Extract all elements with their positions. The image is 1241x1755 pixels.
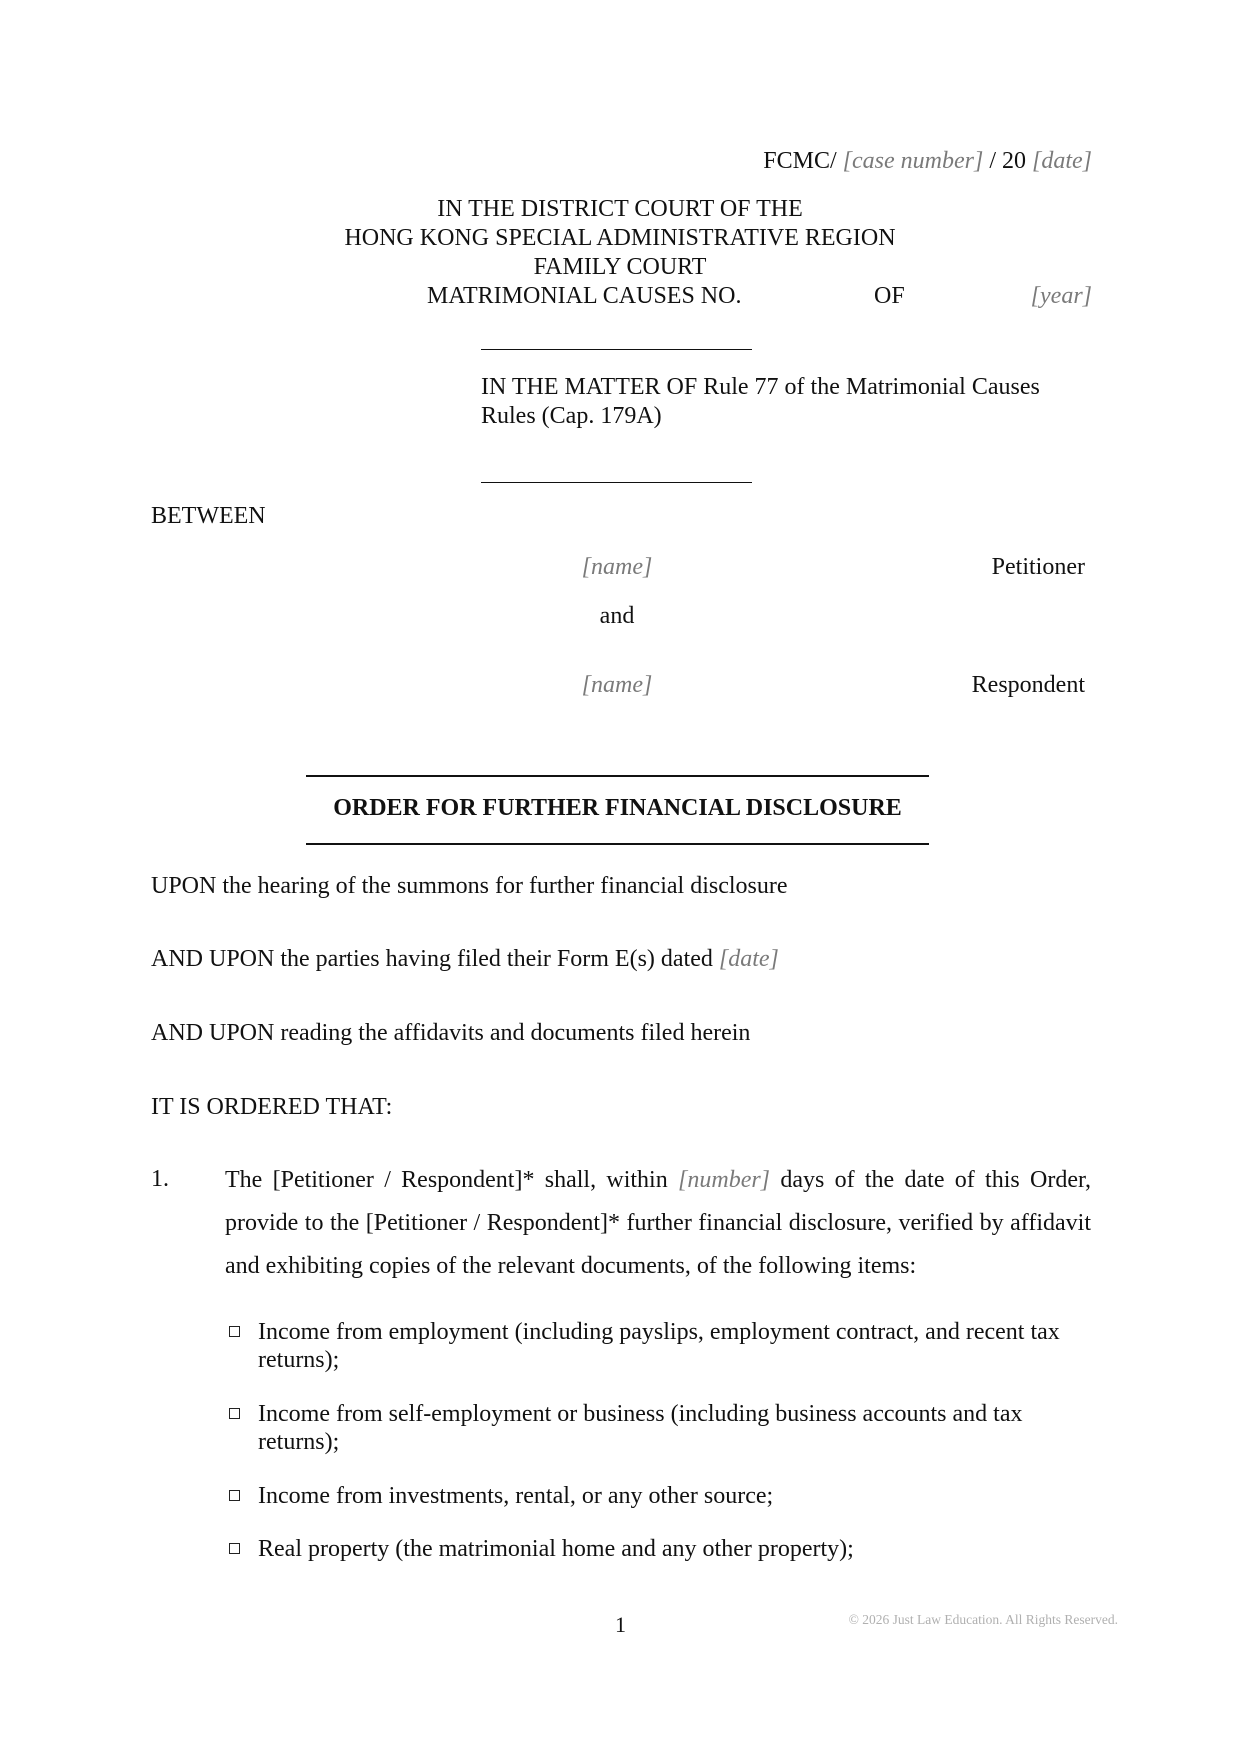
case-reference	[763, 148, 1092, 175]
checkbox-icon[interactable]	[229, 1326, 240, 1337]
order-item-1-text	[225, 1159, 1091, 1288]
court-line-1: IN THE DISTRICT COURT OF THE	[437, 196, 803, 222]
divider-matter	[481, 482, 752, 483]
recital-hearing: UPON the hearing of the summons for further financial disclosure	[151, 873, 788, 899]
order-item-text-a: The [Petitioner / Respondent]* shall, within	[225, 1167, 668, 1193]
disclosure-item-text: Real property (the matrimonial home and any other property);	[258, 1536, 854, 1562]
disclosure-item-text: Income from self-employment or business (including business accounts and tax returns);	[258, 1401, 1023, 1455]
case-prefix: FCMC/	[763, 148, 837, 174]
disclosure-item-text: Income from investments, rental, or any other source;	[258, 1483, 774, 1509]
case-number-placeholder: [case number]	[842, 148, 984, 174]
order-item-text-b: days of the date of this Order, provide to the [Petitioner / Respondent]* further financial disclosure, verified by affidavit and exhibiting copies of the relevant documents, of the following items:	[225, 1167, 1092, 1279]
and-label: and	[599, 603, 635, 629]
court-line-3: FAMILY COURT	[533, 254, 707, 280]
days-number-placeholder: [number]	[678, 1167, 771, 1193]
causes-label: MATRIMONIAL CAUSES NO.	[427, 283, 742, 309]
title-rule-top	[306, 775, 929, 777]
petitioner-role: Petitioner	[991, 554, 1085, 580]
recital-form-e	[151, 946, 779, 973]
respondent-name-placeholder: [name]	[581, 672, 653, 698]
copyright-notice: © 2026 Just Law Education. All Rights Reserved.	[848, 1612, 1118, 1627]
case-year-prefix: / 20	[989, 148, 1026, 174]
title-rule-bottom	[306, 843, 929, 845]
recital-form-e-text: AND UPON the parties having filed their Form E(s) dated	[151, 946, 713, 972]
checkbox-icon[interactable]	[229, 1490, 240, 1501]
petitioner-name-placeholder: [name]	[581, 554, 653, 580]
order-item-number: 1.	[151, 1166, 169, 1192]
ordered-heading: IT IS ORDERED THAT:	[151, 1094, 393, 1120]
year-placeholder: [year]	[1030, 283, 1092, 309]
form-e-date-placeholder: [date]	[718, 946, 779, 972]
checkbox-icon[interactable]	[229, 1543, 240, 1554]
matter-line-2: Rules (Cap. 179A)	[481, 403, 662, 429]
recital-affidavits: AND UPON reading the affidavits and documents filed herein	[151, 1020, 751, 1046]
of-label: OF	[874, 283, 905, 309]
between-label: BETWEEN	[151, 503, 266, 529]
checkbox-icon[interactable]	[229, 1408, 240, 1419]
case-date-placeholder: [date]	[1032, 148, 1092, 174]
divider-top	[481, 349, 752, 350]
court-line-2: HONG KONG SPECIAL ADMINISTRATIVE REGION	[344, 225, 896, 251]
page-number: 1	[615, 1612, 626, 1637]
disclosure-item-text: Income from employment (including payslips, employment contract, and recent tax returns);	[258, 1319, 1060, 1373]
respondent-role: Respondent	[971, 672, 1085, 698]
document-title: ORDER FOR FURTHER FINANCIAL DISCLOSURE	[333, 795, 902, 821]
matter-line-1: IN THE MATTER OF Rule 77 of the Matrimonial Causes	[481, 374, 1040, 400]
